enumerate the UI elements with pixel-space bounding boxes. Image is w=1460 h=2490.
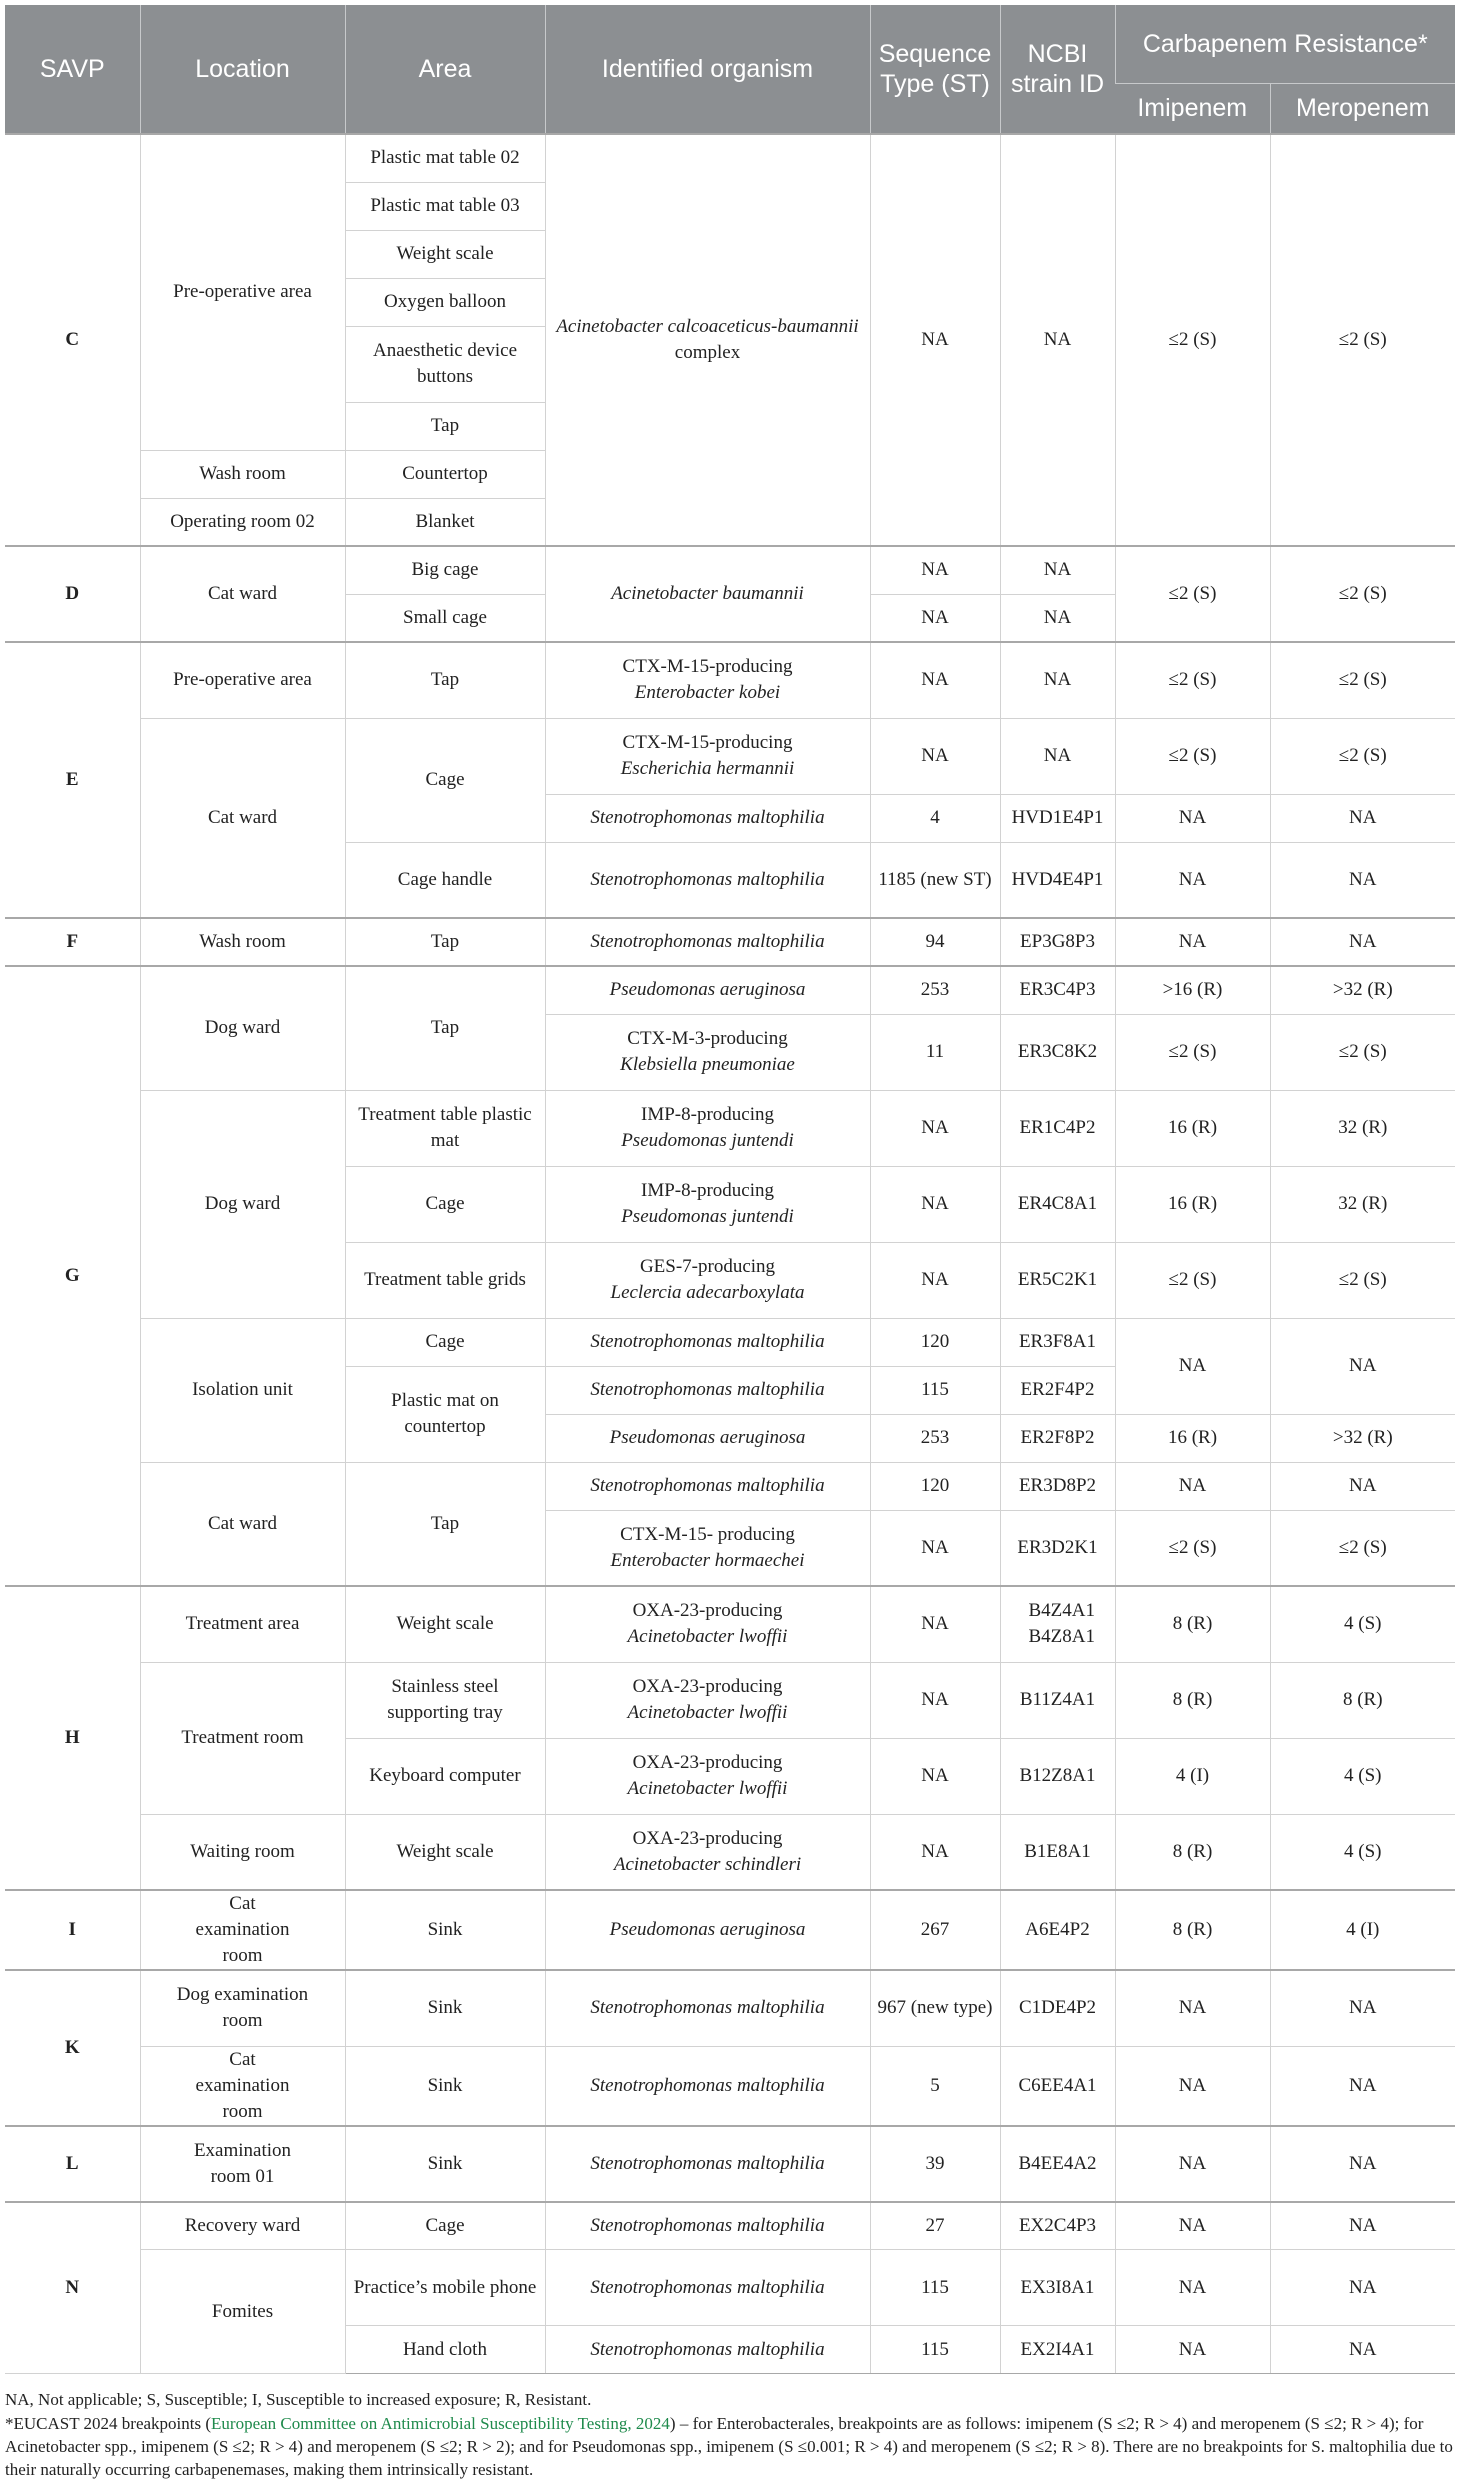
organism-name: Acinetobacter calcoaceticus-baumannii — [556, 316, 859, 337]
st-cell: NA — [870, 1662, 1000, 1738]
organism-cell — [545, 918, 870, 966]
meropenem-cell: NA — [1270, 1318, 1455, 1414]
header-ncbi-strain-id: NCBI strain ID — [1000, 5, 1115, 134]
organism-cell — [545, 1662, 870, 1738]
organism-name: Stenotrophomonas maltophilia — [590, 2338, 825, 2360]
ncbi-cell: C1DE4P2 — [1000, 1970, 1115, 2046]
location-cell: Cat ward — [140, 718, 345, 918]
ncbi-cell: EX2C4P3 — [1000, 2202, 1115, 2250]
location-cell: Waiting room — [140, 1814, 345, 1890]
organism-cell — [545, 1366, 870, 1414]
savp-cell: I — [5, 1890, 140, 1970]
table-row — [5, 642, 1455, 718]
st-cell: 115 — [870, 2326, 1000, 2374]
meropenem-cell: ≤2 (S) — [1270, 1014, 1455, 1090]
meropenem-cell: ≤2 (S) — [1270, 642, 1455, 718]
area-cell: Big cage — [345, 546, 545, 594]
area-cell: Plastic mat table 02 — [345, 134, 545, 182]
imipenem-cell: 16 (R) — [1115, 1414, 1270, 1462]
ncbi-cell: HVD1E4P1 — [1000, 794, 1115, 842]
organism-prefix: GES-7-producing — [639, 1256, 776, 1277]
imipenem-cell: NA — [1115, 2326, 1270, 2374]
area-cell: Cage — [345, 2202, 545, 2250]
organism-cell — [545, 2202, 870, 2250]
organism-name: Stenotrophomonas maltophilia — [590, 1331, 825, 1352]
organism-name: Stenotrophomonas maltophilia — [590, 2152, 825, 2174]
organism-name: Stenotrophomonas maltophilia — [590, 2214, 825, 2236]
ncbi-cell: HVD4E4P1 — [1000, 842, 1115, 918]
st-cell: 967 (new type) — [870, 1970, 1000, 2046]
organism-cell — [545, 2326, 870, 2374]
ncbi-cell: C6EE4A1 — [1000, 2046, 1115, 2126]
location-cell: Cat examination room — [140, 2046, 345, 2126]
meropenem-cell: ≤2 (S) — [1270, 1242, 1455, 1318]
organism-cell — [545, 1586, 870, 1662]
organism-cell — [545, 794, 870, 842]
ncbi-cell: B1E8A1 — [1000, 1814, 1115, 1890]
area-cell: Keyboard computer — [345, 1738, 545, 1814]
results-table — [5, 5, 1455, 2374]
meropenem-cell: 4 (S) — [1270, 1738, 1455, 1814]
table-row — [5, 966, 1455, 1014]
location-cell: Operating room 02 — [140, 498, 345, 546]
table-row — [5, 2250, 1455, 2326]
st-cell: 4 — [870, 794, 1000, 842]
area-cell: Small cage — [345, 594, 545, 642]
organism-name: Leclercia adecarboxylata — [610, 1282, 805, 1303]
location-cell: Isolation unit — [140, 1318, 345, 1462]
organism-prefix: OXA-23-producing — [632, 1752, 783, 1773]
meropenem-cell: NA — [1270, 2250, 1455, 2326]
organism-prefix: CTX-M-3-producing — [627, 1028, 788, 1049]
header-meropenem: Meropenem — [1270, 83, 1455, 134]
meropenem-cell: 8 (R) — [1270, 1662, 1455, 1738]
organism-name: Enterobacter hormaechei — [610, 1549, 805, 1571]
meropenem-cell: ≤2 (S) — [1270, 1510, 1455, 1586]
st-cell: 11 — [870, 1014, 1000, 1090]
ncbi-cell: EX2I4A1 — [1000, 2326, 1115, 2374]
area-cell: Blanket — [345, 498, 545, 546]
meropenem-cell: NA — [1270, 2046, 1455, 2126]
savp-cell: F — [5, 918, 140, 966]
organism-cell — [545, 1890, 870, 1970]
area-cell: Cage handle — [345, 842, 545, 918]
ncbi-cell: NA — [1000, 642, 1115, 718]
imipenem-cell: ≤2 (S) — [1115, 1510, 1270, 1586]
st-cell: NA — [870, 1738, 1000, 1814]
ncbi-cell: A6E4P2 — [1000, 1890, 1115, 1970]
area-cell: Sink — [345, 2046, 545, 2126]
imipenem-cell: >16 (R) — [1115, 966, 1270, 1014]
meropenem-cell: ≤2 (S) — [1270, 546, 1455, 642]
area-cell: Cage — [345, 1166, 545, 1242]
table-row — [5, 1890, 1455, 1970]
ncbi-cell: ER2F8P2 — [1000, 1414, 1115, 1462]
savp-cell: N — [5, 2202, 140, 2374]
organism-prefix: IMP-8-producing — [641, 1104, 774, 1125]
table-row — [5, 1662, 1455, 1738]
organism-cell — [545, 2046, 870, 2126]
footnote-eucast — [5, 2412, 1455, 2481]
organism-name: Pseudomonas juntendi — [621, 1130, 794, 1151]
location-cell: Pre-operative area — [140, 642, 345, 718]
meropenem-cell: NA — [1270, 2202, 1455, 2250]
imipenem-cell: ≤2 (S) — [1115, 1014, 1270, 1090]
table-row — [5, 2046, 1455, 2126]
ncbi-cell: ER4C8A1 — [1000, 1166, 1115, 1242]
organism-cell — [545, 1462, 870, 1510]
header-sequence-type: Sequence Type (ST) — [870, 5, 1000, 134]
st-cell: 115 — [870, 2250, 1000, 2326]
organism-prefix: OXA-23-producing — [632, 1827, 783, 1849]
area-cell: Weight scale — [345, 230, 545, 278]
meropenem-cell: NA — [1270, 794, 1455, 842]
imipenem-cell: ≤2 (S) — [1115, 718, 1270, 794]
area-cell: Anaesthetic device buttons — [345, 326, 545, 402]
ncbi-cell: B4Z4A1 B4Z8A1 — [1000, 1586, 1115, 1662]
st-cell: NA — [870, 1586, 1000, 1662]
imipenem-cell: NA — [1115, 918, 1270, 966]
imipenem-cell: NA — [1115, 2202, 1270, 2250]
organism-prefix: OXA-23-producing — [632, 1676, 783, 1697]
table-row — [5, 918, 1455, 966]
imipenem-cell: NA — [1115, 1318, 1270, 1414]
meropenem-cell: 4 (S) — [1270, 1586, 1455, 1662]
table-row — [5, 1318, 1455, 1366]
area-cell: Cage — [345, 1318, 545, 1366]
organism-name: Acinetobacter lwoffii — [627, 1702, 788, 1723]
footnote-eucast-prefix: *EUCAST 2024 breakpoints ( — [5, 2414, 212, 2433]
meropenem-cell: >32 (R) — [1270, 1414, 1455, 1462]
header-savp: SAVP — [5, 5, 140, 134]
location-cell: Dog ward — [140, 966, 345, 1090]
imipenem-cell: NA — [1115, 842, 1270, 918]
meropenem-cell: NA — [1270, 842, 1455, 918]
area-cell: Tap — [345, 402, 545, 450]
savp-cell: G — [5, 966, 140, 1586]
organism-cell — [545, 1242, 870, 1318]
area-cell: Stainless steel supporting tray — [345, 1662, 545, 1738]
savp-cell: E — [5, 642, 140, 918]
st-cell: NA — [870, 718, 1000, 794]
header-location: Location — [140, 5, 345, 134]
organism-cell — [545, 1318, 870, 1366]
table-row — [5, 134, 1455, 182]
ncbi-cell: ER1C4P2 — [1000, 1090, 1115, 1166]
organism-name: Stenotrophomonas maltophilia — [590, 1379, 825, 1400]
table-container — [5, 5, 1455, 2482]
area-cell: Sink — [345, 1890, 545, 1970]
st-cell: 94 — [870, 918, 1000, 966]
ncbi-cell: B11Z4A1 — [1000, 1662, 1115, 1738]
organism-name: Stenotrophomonas maltophilia — [590, 931, 825, 952]
ncbi-cell: NA — [1000, 718, 1115, 794]
organism-name: Acinetobacter lwoffii — [627, 1778, 788, 1799]
organism-cell — [545, 1014, 870, 1090]
ncbi-cell: B12Z8A1 — [1000, 1738, 1115, 1814]
organism-name: Stenotrophomonas maltophilia — [590, 2074, 825, 2096]
imipenem-cell: 8 (R) — [1115, 1890, 1270, 1970]
table-row — [5, 1970, 1455, 2046]
st-cell: 267 — [870, 1890, 1000, 1970]
savp-cell: K — [5, 1970, 140, 2126]
organism-suffix: complex — [674, 342, 741, 363]
location-cell: Cat ward — [140, 1462, 345, 1586]
area-cell: Weight scale — [345, 1814, 545, 1890]
location-cell: Examination room 01 — [140, 2126, 345, 2202]
location-cell: Recovery ward — [140, 2202, 345, 2250]
table-row — [5, 718, 1455, 794]
table-row — [5, 1090, 1455, 1166]
organism-name: Enterobacter kobei — [634, 682, 781, 704]
imipenem-cell: ≤2 (S) — [1115, 134, 1270, 546]
organism-prefix: CTX-M-15-producing — [622, 656, 793, 678]
area-cell: Cage — [345, 718, 545, 842]
location-cell: Cat ward — [140, 546, 345, 642]
st-cell: NA — [870, 1090, 1000, 1166]
imipenem-cell: 16 (R) — [1115, 1090, 1270, 1166]
area-cell: Plastic mat table 03 — [345, 182, 545, 230]
area-cell: Sink — [345, 1970, 545, 2046]
imipenem-cell: 4 (I) — [1115, 1738, 1270, 1814]
location-cell: Treatment area — [140, 1586, 345, 1662]
ncbi-cell: EP3G8P3 — [1000, 918, 1115, 966]
st-cell: 253 — [870, 966, 1000, 1014]
organism-cell — [545, 134, 870, 546]
footnote-abbreviations: NA, Not applicable; S, Susceptible; I, Susceptible to increased exposure; R, Resistant. — [5, 2390, 592, 2409]
area-cell: Tap — [345, 918, 545, 966]
ncbi-cell: ER5C2K1 — [1000, 1242, 1115, 1318]
organism-cell — [545, 1414, 870, 1462]
st-cell: NA — [870, 1814, 1000, 1890]
organism-cell — [545, 1090, 870, 1166]
organism-name: Stenotrophomonas maltophilia — [590, 1997, 825, 2019]
meropenem-cell: ≤2 (S) — [1270, 718, 1455, 794]
header-carbapenem-resistance: Carbapenem Resistance* — [1115, 5, 1455, 83]
organism-name: Stenotrophomonas maltophilia — [590, 807, 825, 828]
meropenem-cell: 32 (R) — [1270, 1090, 1455, 1166]
organism-prefix: CTX-M-15-producing — [622, 732, 793, 753]
savp-cell: C — [5, 134, 140, 546]
organism-name: Acinetobacter baumannii — [611, 583, 804, 604]
area-cell: Oxygen balloon — [345, 278, 545, 326]
table-row — [5, 546, 1455, 594]
organism-cell — [545, 1970, 870, 2046]
location-cell: Treatment room — [140, 1662, 345, 1814]
organism-name: Pseudomonas aeruginosa — [609, 1919, 806, 1940]
table-row — [5, 2126, 1455, 2202]
ncbi-cell: ER2F4P2 — [1000, 1366, 1115, 1414]
organism-cell — [545, 966, 870, 1014]
area-cell: Practice’s mobile phone — [345, 2250, 545, 2326]
organism-name: Stenotrophomonas maltophilia — [590, 868, 825, 890]
header-imipenem: Imipenem — [1115, 83, 1270, 134]
organism-name: Pseudomonas juntendi — [621, 1206, 794, 1227]
organism-cell — [545, 2250, 870, 2326]
ncbi-cell: ER3F8A1 — [1000, 1318, 1115, 1366]
footnote-eucast-text: ) – for Enterobacterales, breakpoints are as follows: imipenem (S ≤2; R > 4) and meropenem (S ≤2; R > 4); for Acinetobacter spp., imipenem (S ≤2; R > 4) and meropenem (S ≤2; R > 2); and for Pseudomonas spp., imipenem (S ≤0.001; R > 4) and meropenem (S ≤2; R > 8). There are no breakpoints for S. maltophilia due to their naturally occurring carbapenemases, making them intrinsically resistant. — [5, 2414, 1453, 2479]
st-cell: NA — [870, 642, 1000, 718]
ncbi-cell: NA — [1000, 546, 1115, 594]
imipenem-cell: NA — [1115, 2126, 1270, 2202]
organism-name: Pseudomonas aeruginosa — [609, 979, 806, 1001]
ncbi-cell: ER3D2K1 — [1000, 1510, 1115, 1586]
footnote-reference-link[interactable]: European Committee on Antimicrobial Susceptibility Testing, 2024 — [211, 2414, 670, 2433]
st-cell: 253 — [870, 1414, 1000, 1462]
imipenem-cell: NA — [1115, 794, 1270, 842]
meropenem-cell: NA — [1270, 1462, 1455, 1510]
organism-name: Stenotrophomonas maltophilia — [590, 1475, 825, 1496]
meropenem-cell: >32 (R) — [1270, 966, 1455, 1014]
location-cell: Wash room — [140, 918, 345, 966]
table-row — [5, 1586, 1455, 1662]
area-cell: Tap — [345, 966, 545, 1090]
organism-name: Acinetobacter schindleri — [613, 1853, 802, 1875]
area-cell: Countertop — [345, 450, 545, 498]
st-cell: NA — [870, 1510, 1000, 1586]
header-area: Area — [345, 5, 545, 134]
area-cell: Tap — [345, 642, 545, 718]
area-cell: Plastic mat on countertop — [345, 1366, 545, 1462]
location-cell: Dog ward — [140, 1090, 345, 1318]
organism-cell — [545, 642, 870, 718]
area-cell: Treatment table plastic mat — [345, 1090, 545, 1166]
st-cell: NA — [870, 546, 1000, 594]
meropenem-cell: NA — [1270, 1970, 1455, 2046]
savp-cell: H — [5, 1586, 140, 1890]
imipenem-cell: 8 (R) — [1115, 1662, 1270, 1738]
ncbi-cell: B4EE4A2 — [1000, 2126, 1115, 2202]
organism-cell — [545, 842, 870, 918]
organism-cell — [545, 2126, 870, 2202]
imipenem-cell: NA — [1115, 2250, 1270, 2326]
imipenem-cell: 8 (R) — [1115, 1814, 1270, 1890]
location-cell: Cat examination room — [140, 1890, 345, 1970]
organism-name: Klebsiella pneumoniae — [620, 1054, 795, 1075]
area-cell: Tap — [345, 1462, 545, 1586]
organism-cell — [545, 1738, 870, 1814]
imipenem-cell: NA — [1115, 2046, 1270, 2126]
meropenem-cell: 32 (R) — [1270, 1166, 1455, 1242]
organism-cell — [545, 718, 870, 794]
meropenem-cell: 4 (S) — [1270, 1814, 1455, 1890]
meropenem-cell: ≤2 (S) — [1270, 134, 1455, 546]
organism-cell — [545, 1814, 870, 1890]
st-cell: 39 — [870, 2126, 1000, 2202]
area-cell: Sink — [345, 2126, 545, 2202]
meropenem-cell: NA — [1270, 2126, 1455, 2202]
imipenem-cell: ≤2 (S) — [1115, 1242, 1270, 1318]
organism-name: Escherichia hermannii — [620, 758, 795, 779]
st-cell: 1185 (new ST) — [870, 842, 1000, 918]
ncbi-cell: EX3I8A1 — [1000, 2250, 1115, 2326]
imipenem-cell: ≤2 (S) — [1115, 642, 1270, 718]
area-cell: Hand cloth — [345, 2326, 545, 2374]
meropenem-cell: NA — [1270, 918, 1455, 966]
organism-cell — [545, 546, 870, 642]
st-cell: 5 — [870, 2046, 1000, 2126]
imipenem-cell: 16 (R) — [1115, 1166, 1270, 1242]
table-row — [5, 1462, 1455, 1510]
organism-prefix: CTX-M-15- producing — [620, 1523, 795, 1545]
st-cell: NA — [870, 1242, 1000, 1318]
table-footnotes — [5, 2388, 1455, 2481]
organism-name: Pseudomonas aeruginosa — [609, 1427, 806, 1448]
table-row — [5, 2202, 1455, 2250]
st-cell: NA — [870, 594, 1000, 642]
organism-name: Acinetobacter lwoffii — [627, 1626, 788, 1648]
table-row — [5, 1814, 1455, 1890]
meropenem-cell: 4 (I) — [1270, 1890, 1455, 1970]
st-cell: 120 — [870, 1318, 1000, 1366]
ncbi-cell: NA — [1000, 594, 1115, 642]
organism-prefix: OXA-23-producing — [632, 1600, 783, 1622]
ncbi-cell: ER3C8K2 — [1000, 1014, 1115, 1090]
ncbi-cell: NA — [1000, 134, 1115, 546]
area-cell: Treatment table grids — [345, 1242, 545, 1318]
savp-cell: D — [5, 546, 140, 642]
area-cell: Weight scale — [345, 1586, 545, 1662]
location-cell: Dog examination room — [140, 1970, 345, 2046]
organism-prefix: IMP-8-producing — [641, 1180, 774, 1201]
st-cell: 120 — [870, 1462, 1000, 1510]
meropenem-cell: NA — [1270, 2326, 1455, 2374]
imipenem-cell: ≤2 (S) — [1115, 546, 1270, 642]
ncbi-cell: ER3D8P2 — [1000, 1462, 1115, 1510]
st-cell: 115 — [870, 1366, 1000, 1414]
imipenem-cell: NA — [1115, 1970, 1270, 2046]
imipenem-cell: 8 (R) — [1115, 1586, 1270, 1662]
savp-cell: L — [5, 2126, 140, 2202]
st-cell: NA — [870, 134, 1000, 546]
organism-cell — [545, 1166, 870, 1242]
location-cell: Wash room — [140, 450, 345, 498]
header-organism: Identified organism — [545, 5, 870, 134]
organism-cell — [545, 1510, 870, 1586]
organism-name: Stenotrophomonas maltophilia — [590, 2276, 825, 2298]
st-cell: 27 — [870, 2202, 1000, 2250]
imipenem-cell: NA — [1115, 1462, 1270, 1510]
location-cell: Pre-operative area — [140, 134, 345, 450]
ncbi-cell: ER3C4P3 — [1000, 966, 1115, 1014]
st-cell: NA — [870, 1166, 1000, 1242]
location-cell: Fomites — [140, 2250, 345, 2374]
